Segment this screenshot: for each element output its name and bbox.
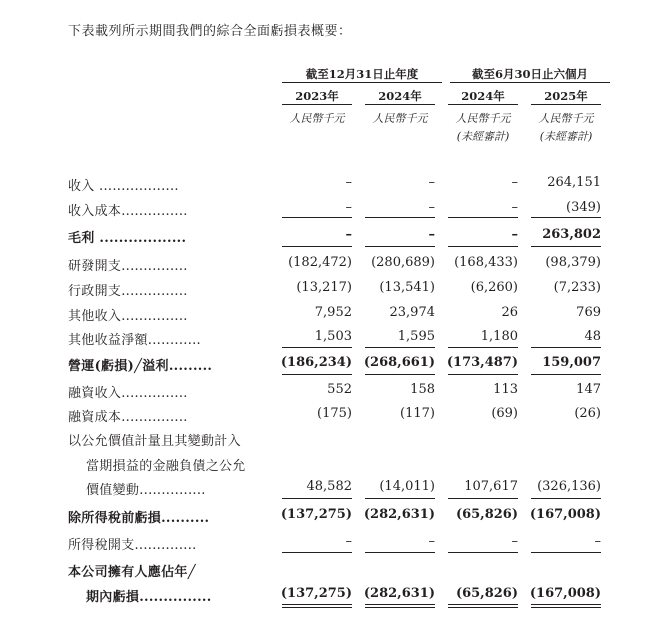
rule [448, 347, 518, 348]
cell-admin-1h2024: (6,260) [470, 280, 518, 295]
row-label-finance-income: 融資收入............... [68, 386, 188, 401]
rule [365, 374, 435, 375]
row-label-other-income: 其他收入............... [68, 309, 188, 324]
year-rule-4 [531, 104, 601, 105]
cell-oi-2023: 7,952 [314, 305, 352, 320]
cell-fc-2024: (117) [400, 406, 435, 421]
unit-4: 人民幣千元 [538, 112, 594, 125]
cell-rd-1h2025: (98,379) [545, 255, 601, 270]
row-label-operating-result: 營運(虧損)╱溢利......... [68, 359, 213, 374]
intro-text: 下表載列所示期間我們的綜合全面虧損表概要： [68, 24, 352, 39]
cell-admin-2024: (13,541) [379, 280, 435, 295]
cell-oi-1h2025: 769 [576, 305, 601, 320]
row-label-fvtpl-line2: 當期損益的金融負債之公允 [86, 459, 246, 474]
unit-1: 人民幣千元 [289, 112, 345, 125]
cell-fc-1h2025: (26) [574, 406, 601, 421]
cell-loss-1h2024: (65,826) [455, 586, 518, 601]
rule [531, 246, 601, 247]
rule [448, 498, 518, 499]
year-rule-2 [365, 104, 435, 105]
cell-fv-1h2024: 107,617 [464, 479, 518, 494]
row-label-fvtpl-line1: 以公允價值計量且其變動計入 [68, 434, 241, 449]
rule [448, 246, 518, 247]
rule [282, 347, 352, 348]
rule [365, 246, 435, 247]
rule [365, 217, 435, 218]
cell-lbt-2023: (137,275) [280, 507, 352, 522]
cell-op-1h2025: 159,007 [542, 355, 601, 370]
cell-op-2024: (268,661) [363, 355, 435, 370]
year-header-3: 2024年 [461, 89, 505, 103]
row-label-cost-of-revenue: 收入成本............... [68, 204, 188, 219]
cell-tax-2024: – [428, 534, 435, 549]
group-header-halfyear: 截至6月30日止六個月 [471, 67, 588, 81]
double-rule [531, 604, 601, 608]
cell-gp-2024: – [428, 227, 435, 242]
row-label-fvtpl-line3: 價值變動............... [86, 483, 206, 498]
rule [531, 374, 601, 375]
row-label-income-tax: 所得稅開支.............. [68, 538, 197, 553]
cell-admin-2023: (13,217) [296, 280, 352, 295]
cell-cor-1h2024: – [511, 200, 518, 215]
row-label-loss-before-tax: 除所得稅前虧損.......... [68, 511, 210, 526]
unaudited-4: (未經審計) [539, 130, 593, 143]
cell-revenue-1h2024: – [511, 175, 518, 190]
group-header-halfyear-rule [450, 82, 610, 83]
rule [282, 498, 352, 499]
cell-op-2023: (186,234) [280, 355, 352, 370]
cell-fi-2024: 158 [410, 382, 435, 397]
cell-revenue-2023: – [345, 175, 352, 190]
year-header-1: 2023年 [295, 89, 339, 103]
row-label-other-gains: 其他收益淨額............ [68, 333, 201, 348]
cell-fc-1h2024: (69) [491, 406, 518, 421]
cell-gp-1h2024: – [511, 227, 518, 242]
rule [448, 552, 518, 553]
cell-oi-2024: 23,974 [389, 305, 435, 320]
rule [531, 347, 601, 348]
row-label-finance-costs: 融資成本............... [68, 410, 188, 425]
cell-cor-2023: – [345, 200, 352, 215]
cell-fv-2023: 48,582 [306, 479, 352, 494]
rule [365, 347, 435, 348]
cell-fi-1h2025: 147 [576, 382, 601, 397]
row-label-loss-attrib-line2: 期內虧損............... [86, 590, 212, 605]
row-label-gross-profit: 毛利 .................. [68, 231, 187, 246]
rule [531, 498, 601, 499]
cell-rd-1h2024: (168,433) [454, 255, 518, 270]
cell-lbt-1h2024: (65,826) [455, 507, 518, 522]
cell-fv-2024: (14,011) [379, 479, 435, 494]
double-rule [448, 604, 518, 608]
cell-gp-1h2025: 263,802 [542, 227, 601, 242]
cell-admin-1h2025: (7,233) [553, 280, 601, 295]
cell-og-2023: 1,503 [314, 329, 352, 344]
group-header-annual: 截至12月31日止年度 [305, 67, 419, 81]
cell-fi-1h2024: 113 [493, 382, 518, 397]
cell-rd-2023: (182,472) [288, 255, 352, 270]
year-rule-3 [448, 104, 518, 105]
row-label-rd-expenses: 研發開支............... [68, 259, 188, 274]
cell-fi-2023: 552 [327, 382, 352, 397]
cell-loss-2023: (137,275) [280, 586, 352, 601]
year-header-4: 2025年 [544, 89, 588, 103]
cell-cor-2024: – [428, 200, 435, 215]
double-rule [282, 604, 352, 608]
year-rule-1 [282, 104, 352, 105]
cell-cor-1h2025: (349) [566, 200, 601, 215]
rule [282, 246, 352, 247]
cell-tax-1h2024: – [511, 534, 518, 549]
cell-og-1h2024: 1,180 [480, 329, 518, 344]
year-header-2: 2024年 [378, 89, 422, 103]
rule [365, 498, 435, 499]
group-header-annual-rule [282, 82, 442, 83]
cell-gp-2023: – [345, 227, 352, 242]
unit-2: 人民幣千元 [372, 112, 428, 125]
cell-og-1h2025: 48 [584, 329, 601, 344]
cell-revenue-2024: – [428, 175, 435, 190]
rule [282, 374, 352, 375]
unit-3: 人民幣千元 [455, 112, 511, 125]
double-rule [365, 604, 435, 608]
rule [448, 374, 518, 375]
cell-fc-2023: (175) [317, 406, 352, 421]
cell-op-1h2024: (173,487) [446, 355, 518, 370]
cell-loss-2024: (282,631) [363, 586, 435, 601]
rule [282, 552, 352, 553]
cell-rd-2024: (280,689) [371, 255, 435, 270]
cell-og-2024: 1,595 [397, 329, 435, 344]
cell-oi-1h2024: 26 [501, 305, 518, 320]
cell-loss-1h2025: (167,008) [529, 586, 601, 601]
unaudited-3: (未經審計) [456, 130, 510, 143]
rule [531, 217, 601, 218]
cell-tax-1h2025: – [594, 534, 601, 549]
cell-lbt-2024: (282,631) [363, 507, 435, 522]
rule [282, 217, 352, 218]
rule [531, 552, 601, 553]
cell-fv-1h2025: (326,136) [537, 479, 601, 494]
row-label-loss-attrib-line1: 本公司擁有人應佔年╱ [68, 565, 196, 580]
cell-tax-2023: – [345, 534, 352, 549]
cell-revenue-1h2025: 264,151 [547, 175, 601, 190]
rule [448, 217, 518, 218]
rule [365, 552, 435, 553]
row-label-admin-expenses: 行政開支............... [68, 284, 188, 299]
cell-lbt-1h2025: (167,008) [529, 507, 601, 522]
row-label-revenue: 收入 .................. [68, 179, 179, 194]
